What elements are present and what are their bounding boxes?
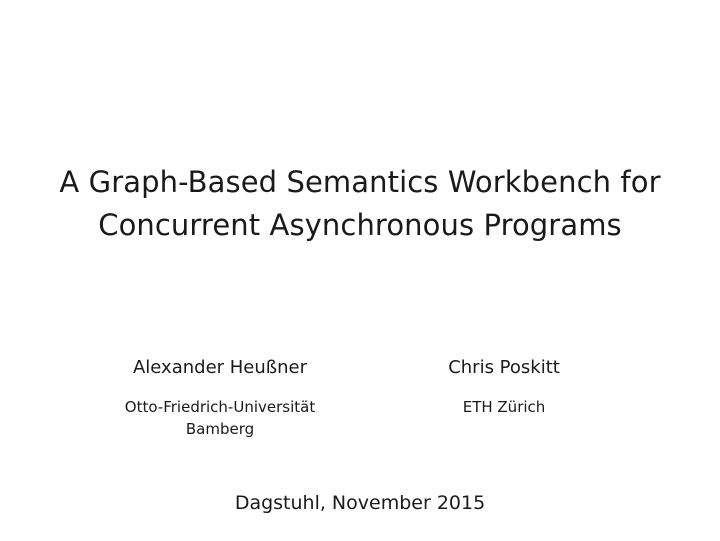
author-affiliation-line-1: Otto-Friedrich-Universität [124,398,316,416]
author-affiliation-line-1: ETH Zürich [462,398,546,416]
author-name: Alexander Heußner [132,357,308,378]
author-affiliation-line-2: Bamberg [185,420,255,438]
author-name: Chris Poskitt [448,357,560,378]
author-block-heussner [80,356,360,440]
presentation-date: Dagstuhl, November 2015 [234,492,486,514]
slide-title-line-2: Concurrent Asynchronous Programs [98,208,622,242]
slide-title-line-1: A Graph-Based Semantics Workbench for [59,165,661,199]
author-block-poskitt [404,356,604,418]
